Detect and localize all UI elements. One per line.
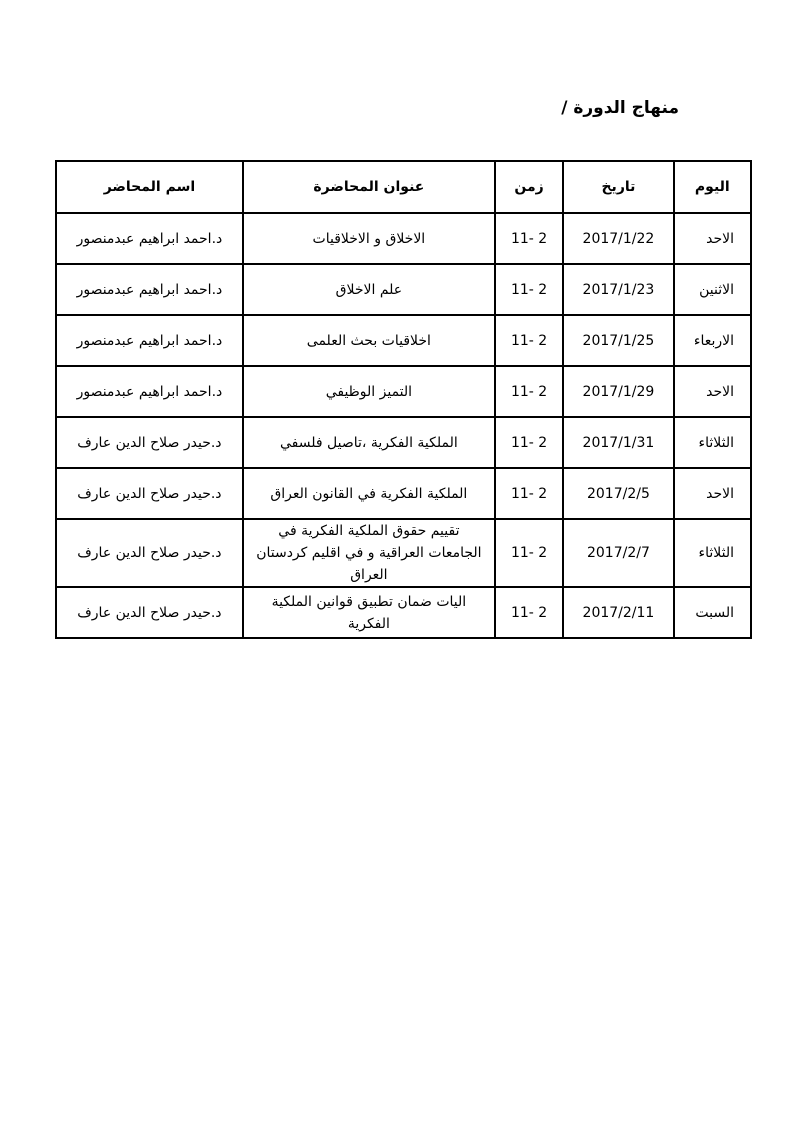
cell-time	[495, 264, 563, 315]
time-value: 11- 2	[510, 383, 548, 400]
cell-time	[495, 315, 563, 366]
cell-time	[495, 417, 563, 468]
cell-lecturer: د.حيدر صلاح الدين عارف	[56, 587, 243, 638]
table-row	[56, 468, 751, 519]
cell-time	[495, 213, 563, 264]
time-value: 11- 2	[510, 434, 548, 451]
cell-lecturer: د.احمد ابراهيم عبدمنصور	[56, 213, 243, 264]
table-row	[56, 264, 751, 315]
time-value: 11- 2	[510, 604, 548, 621]
time-value: 11- 2	[510, 230, 548, 247]
time-value: 11- 2	[510, 281, 548, 298]
cell-day: الاحد	[674, 468, 751, 519]
cell-lecture-title: اليات ضمان تطبيق قوانين الملكية الفكرية	[243, 587, 495, 638]
cell-day: الثلاثاء	[674, 519, 751, 587]
cell-lecturer: د.حيدر صلاح الدين عارف	[56, 519, 243, 587]
table-row	[56, 315, 751, 366]
cell-date	[563, 264, 673, 315]
date-value: 2017/2/7	[586, 545, 650, 561]
date-value: 2017/1/25	[582, 332, 655, 349]
cell-date	[563, 366, 673, 417]
cell-day: الاربعاء	[674, 315, 751, 366]
cell-time	[495, 366, 563, 417]
cell-time	[495, 519, 563, 587]
date-value: 2017/1/22	[582, 230, 655, 247]
cell-lecture-title: علم الاخلاق	[243, 264, 495, 315]
course-schedule-table	[55, 160, 752, 639]
cell-day: الاحد	[674, 213, 751, 264]
table-row	[56, 519, 751, 587]
header-lecturer: اسم المحاضر	[56, 161, 243, 213]
table-row	[56, 213, 751, 264]
cell-lecture-title: اخلاقيات بحث العلمى	[243, 315, 495, 366]
date-value: 2017/1/31	[582, 434, 655, 451]
cell-lecturer: د.حيدر صلاح الدين عارف	[56, 468, 243, 519]
cell-lecturer: د.حيدر صلاح الدين عارف	[56, 417, 243, 468]
cell-day: الاحد	[674, 366, 751, 417]
header-date: تاريخ	[563, 161, 673, 213]
cell-date	[563, 519, 673, 587]
cell-lecture-title: الملكية الفكرية في القانون العراق	[243, 468, 495, 519]
cell-lecture-title: تقييم حقوق الملكية الفكرية في الجامعات العراقية و في اقليم كردستان العراق	[243, 519, 495, 587]
header-day: اليوم	[674, 161, 751, 213]
table-header-row	[56, 161, 751, 213]
header-time: زمن	[495, 161, 563, 213]
cell-lecturer: د.احمد ابراهيم عبدمنصور	[56, 366, 243, 417]
cell-lecture-title: التميز الوظيفي	[243, 366, 495, 417]
table-row	[56, 417, 751, 468]
page-title: منهاج الدورة /	[561, 98, 679, 118]
cell-date	[563, 417, 673, 468]
cell-day: الثلاثاء	[674, 417, 751, 468]
cell-date	[563, 468, 673, 519]
header-lecture-title: عنوان المحاضرة	[243, 161, 495, 213]
table-row	[56, 587, 751, 638]
date-value: 2017/2/5	[586, 485, 650, 502]
cell-date	[563, 315, 673, 366]
cell-date	[563, 587, 673, 638]
date-value: 2017/1/29	[582, 383, 655, 400]
cell-lecturer: د.احمد ابراهيم عبدمنصور	[56, 315, 243, 366]
cell-day: السبت	[674, 587, 751, 638]
cell-day: الاثنين	[674, 264, 751, 315]
time-value: 11- 2	[510, 332, 548, 349]
cell-lecturer: د.احمد ابراهيم عبدمنصور	[56, 264, 243, 315]
table-row	[56, 366, 751, 417]
cell-time	[495, 587, 563, 638]
cell-lecture-title: الملكية الفكرية ،تاصيل فلسفي	[243, 417, 495, 468]
date-value: 2017/2/11	[582, 604, 655, 621]
cell-date	[563, 213, 673, 264]
time-value: 11- 2	[510, 545, 548, 561]
cell-lecture-title: الاخلاق و الاخلاقيات	[243, 213, 495, 264]
date-value: 2017/1/23	[582, 281, 655, 298]
time-value: 11- 2	[510, 485, 548, 502]
cell-time	[495, 468, 563, 519]
